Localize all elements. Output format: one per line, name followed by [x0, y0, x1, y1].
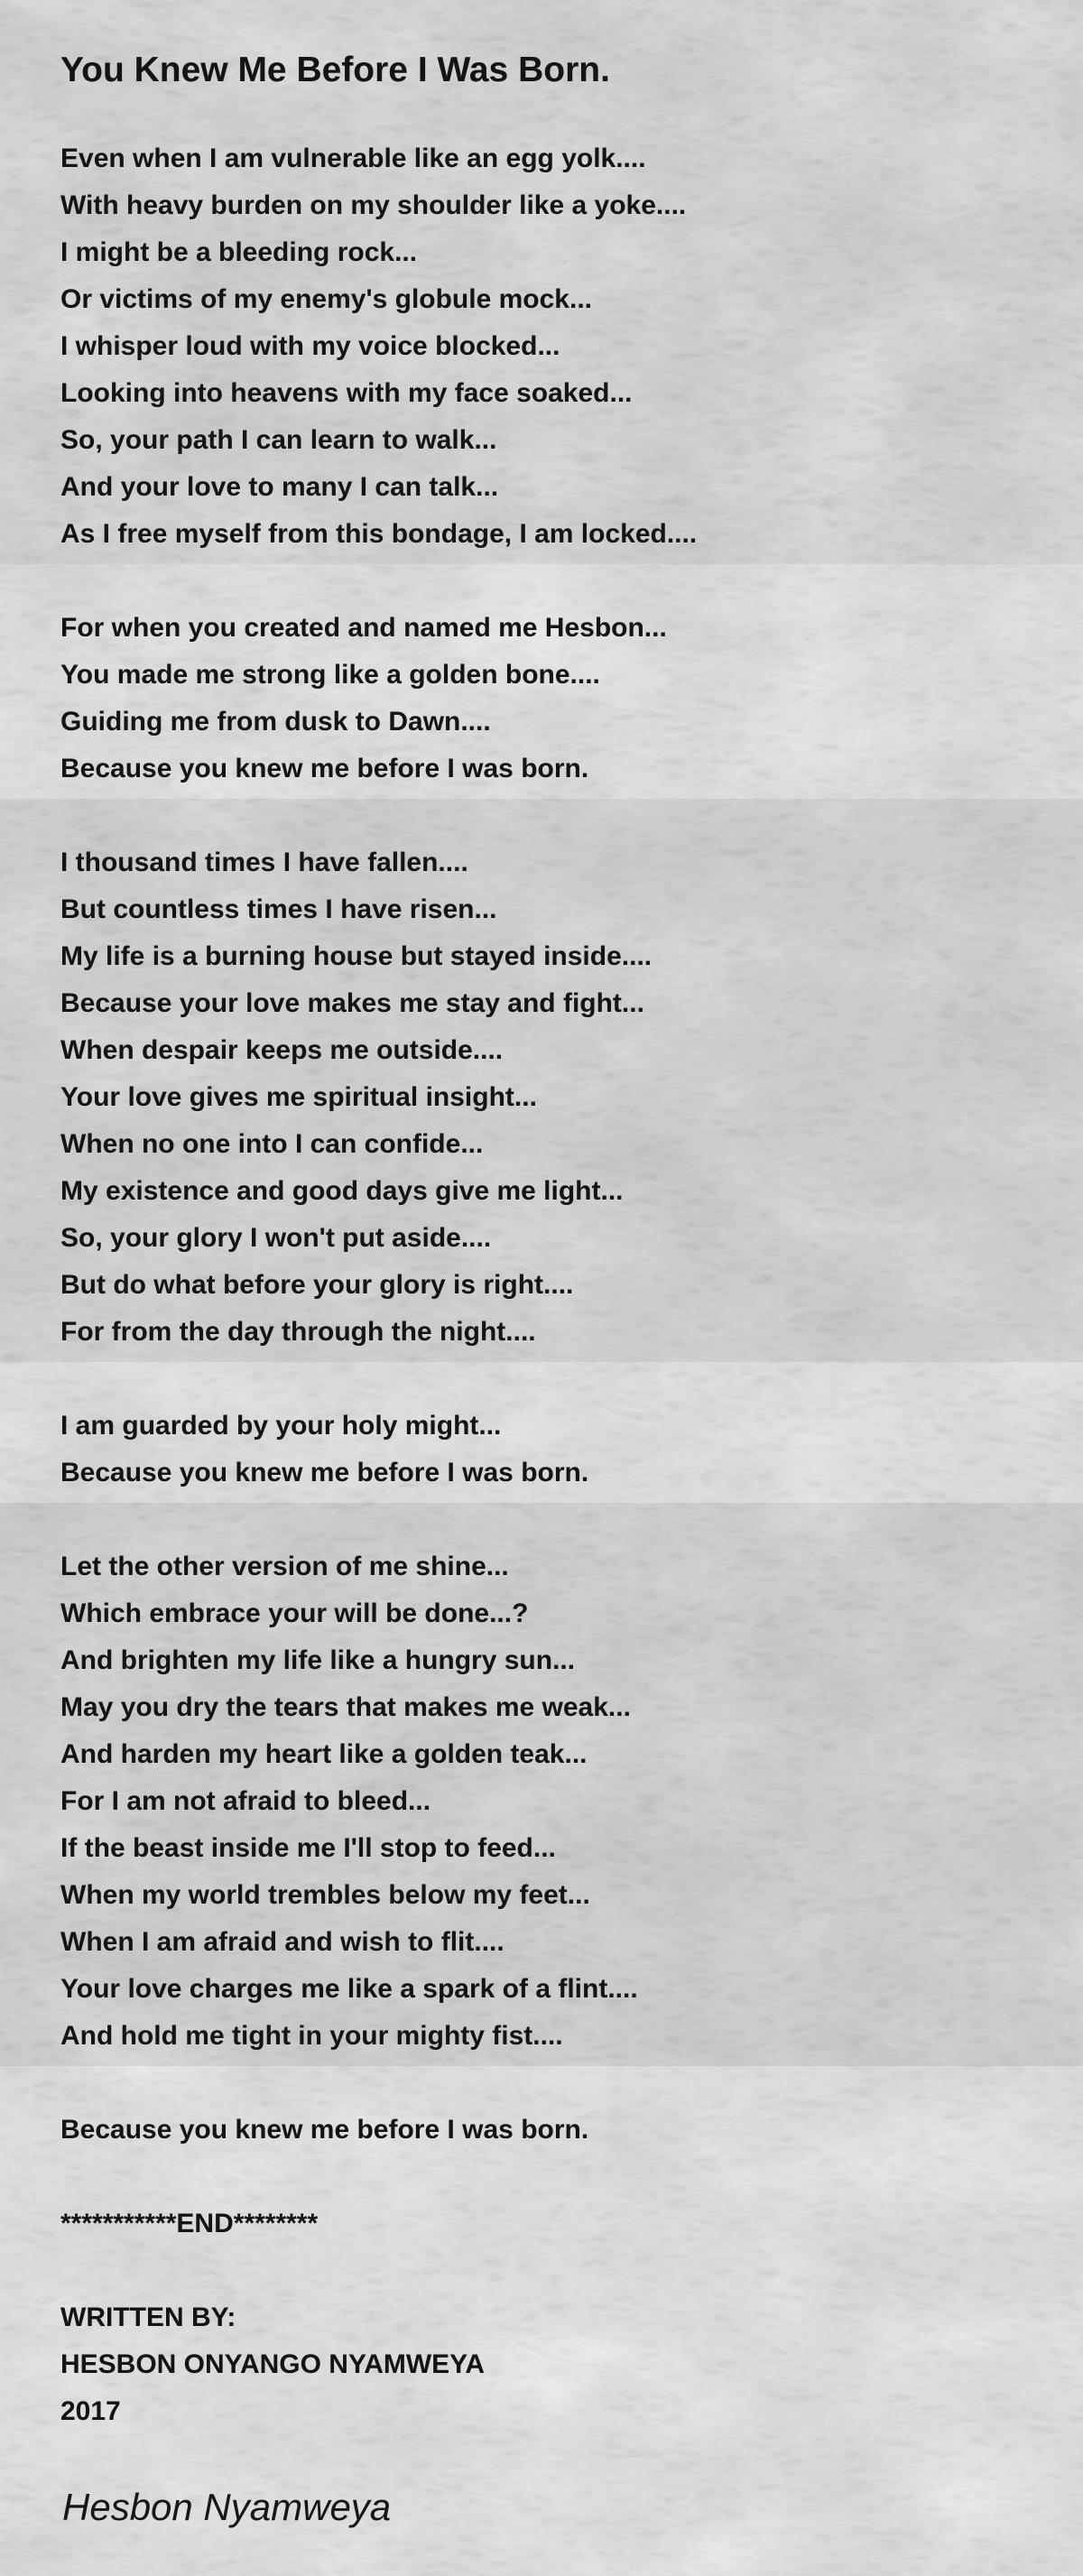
poem-line: You made me strong like a golden bone.... — [60, 660, 600, 690]
poem-line: And harden my heart like a golden teak... — [60, 1739, 588, 1769]
poem-line: And brighten my life like a hungry sun... — [60, 1645, 576, 1675]
poem-line: Because you knew me before I was born. — [60, 754, 589, 783]
poem-line: Because you knew me before I was born. — [60, 2115, 589, 2145]
stanza-break — [60, 2247, 1053, 2294]
poem-line: Even when I am vulnerable like an egg yolk.... — [60, 144, 646, 173]
poem-line: I am guarded by your holy might... — [60, 1411, 502, 1441]
poem-line: Guiding me from dusk to Dawn.... — [60, 707, 491, 737]
stanza-break — [60, 1356, 1053, 1403]
poem-line: So, your glory I won't put aside.... — [60, 1223, 492, 1253]
stanza-break — [60, 2060, 1053, 2107]
poem-line: 2017 — [60, 2396, 121, 2426]
poem-line: Your love gives me spiritual insight... — [60, 1082, 537, 1112]
poem-line: My existence and good days give me light... — [60, 1176, 624, 1206]
poem-line: Looking into heavens with my face soaked... — [60, 378, 633, 408]
poem-line: With heavy burden on my shoulder like a yoke.... — [60, 190, 687, 220]
poem-line: So, your path I can learn to walk... — [60, 425, 497, 455]
stanza-break — [60, 2154, 1053, 2201]
poem-line: Your love charges me like a spark of a flint.... — [60, 1974, 638, 2004]
poem-line: Because your love makes me stay and fight... — [60, 988, 644, 1018]
poem-line: And your love to many I can talk... — [60, 472, 499, 502]
poem-line: Which embrace your will be done...? — [60, 1598, 529, 1628]
stanza-break — [60, 558, 1053, 605]
poem-line: My life is a burning house but stayed inside.... — [60, 941, 653, 971]
poem-line: WRITTEN BY: — [60, 2303, 236, 2332]
poem-line: When my world trembles below my feet... — [60, 1880, 590, 1910]
poem-line: Because you knew me before I was born. — [60, 1458, 589, 1487]
poem-title: You Knew Me Before I Was Born. — [60, 51, 610, 89]
poem-line: Let the other version of me shine... — [60, 1552, 509, 1581]
poem-line: For from the day through the night.... — [60, 1317, 536, 1347]
poem-line: Or victims of my enemy's globule mock... — [60, 284, 592, 314]
poem-line: But do what before your glory is right.... — [60, 1270, 574, 1300]
poem-line: When I am afraid and wish to flit.... — [60, 1927, 504, 1957]
poem-line: For when you created and named me Hesbon... — [60, 613, 667, 643]
stanza-break — [60, 1496, 1053, 1543]
poem-line: HESBON ONYANGO NYAMWEYA — [60, 2349, 486, 2379]
author-signature: Hesbon Nyamweya — [62, 2486, 392, 2528]
poem-line: As I free myself from this bondage, I am locked.... — [60, 519, 698, 549]
poem-line: When despair keeps me outside.... — [60, 1035, 504, 1065]
poem-line: For I am not afraid to bleed... — [60, 1786, 431, 1816]
poem-line: May you dry the tears that makes me weak... — [60, 1692, 631, 1722]
poem-line: If the beast inside me I'll stop to feed... — [60, 1833, 556, 1863]
poem-line: When no one into I can confide... — [60, 1129, 484, 1159]
poem-line: I whisper loud with my voice blocked... — [60, 331, 560, 361]
poem-line: And hold me tight in your mighty fist.... — [60, 2021, 563, 2051]
poem-line: ***********END******** — [60, 2209, 319, 2238]
poem-body — [60, 135, 1053, 2435]
poem-line: I might be a bleeding rock... — [60, 237, 418, 267]
poem-line: But countless times I have risen... — [60, 894, 497, 924]
poem-line: I thousand times I have fallen.... — [60, 848, 468, 877]
stanza-break — [60, 792, 1053, 839]
